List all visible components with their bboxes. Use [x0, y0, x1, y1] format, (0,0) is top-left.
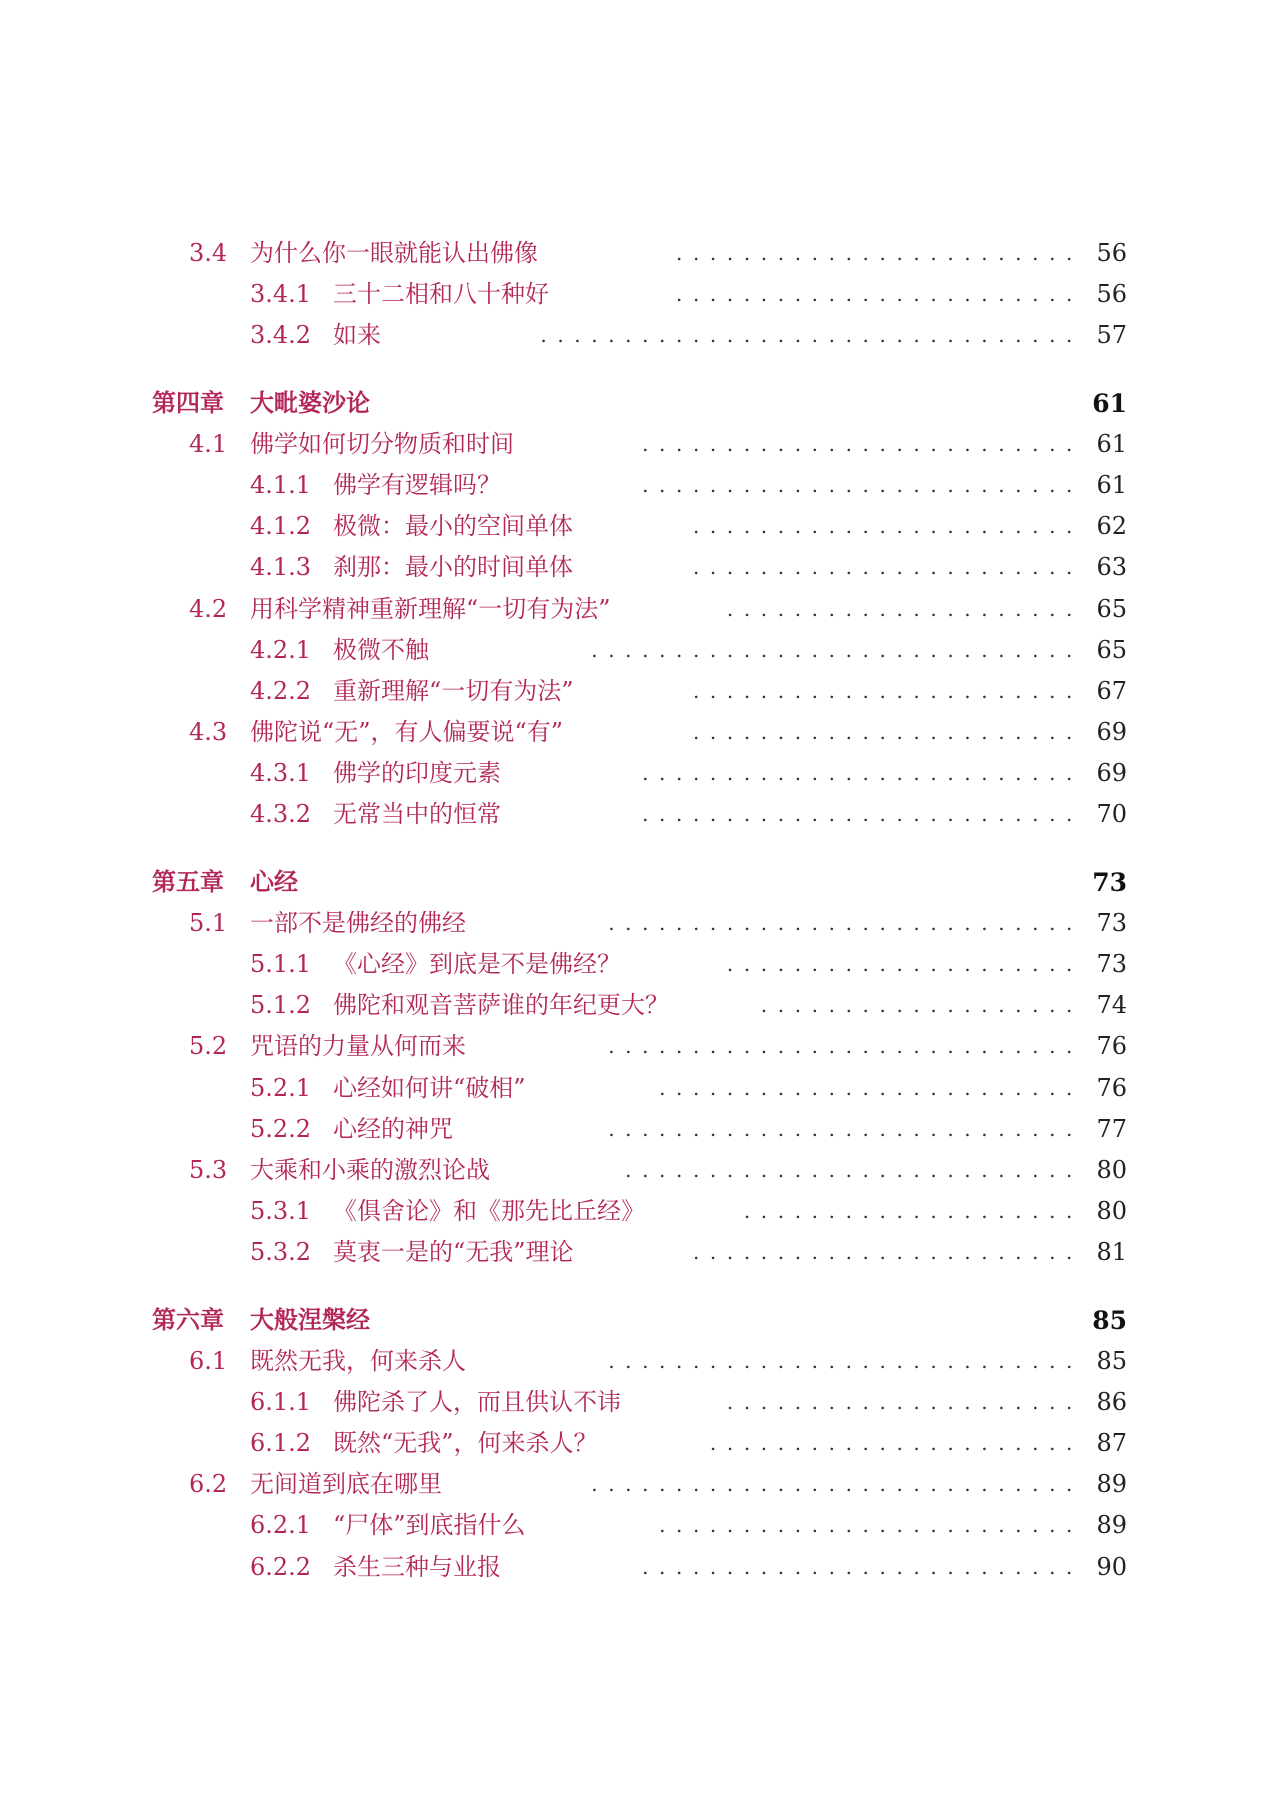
toc-entry-number: 6.2	[189, 1470, 228, 1499]
toc-entry-number: 6.2.2	[250, 1552, 312, 1581]
toc-section-entry[interactable]	[0, 1464, 1273, 1505]
toc-page-number: 89	[1096, 1470, 1127, 1499]
toc-entry-title: 大般涅槃经	[250, 1305, 370, 1334]
toc-entry-title: 一部不是佛经的佛经	[250, 908, 466, 937]
toc-subsection-entry[interactable]	[0, 630, 1273, 671]
toc-entry-title: 佛陀说“无”，有人偏要说“有”	[250, 718, 564, 747]
toc-page-number: 61	[1096, 470, 1127, 499]
toc-page-number: 80	[1096, 1155, 1127, 1184]
toc-entry-number: 第四章	[152, 388, 224, 417]
toc-subsection-entry[interactable]	[0, 547, 1273, 588]
toc-entry-title: 《心经》到底是不是佛经？	[333, 950, 621, 978]
toc-dot-leader: .......................	[692, 514, 1083, 539]
toc-page-number: 90	[1096, 1552, 1127, 1581]
toc-page-number: 56	[1096, 280, 1127, 309]
toc-entry-title: 重新理解“一切有为法”	[333, 676, 574, 705]
toc-entry-title: 佛学有逻辑吗？	[333, 470, 501, 499]
toc-page-number: 73	[1092, 867, 1127, 897]
toc-subsection-entry[interactable]	[0, 506, 1273, 547]
toc-entry-title: 佛陀和观音菩萨谁的年纪更大？	[333, 991, 669, 1020]
toc-entry-number: 5.3.1	[250, 1197, 312, 1226]
toc-page-number: 56	[1096, 239, 1127, 267]
toc-entry-number: 5.2.1	[250, 1073, 312, 1102]
toc-section-entry[interactable]	[0, 712, 1273, 753]
toc-page-number: 65	[1096, 594, 1127, 623]
toc-page-number: 85	[1096, 1346, 1127, 1375]
toc-entry-number: 4.2	[189, 594, 228, 623]
toc-entry-number: 3.4.1	[250, 280, 312, 309]
toc-section-entry[interactable]	[0, 903, 1273, 944]
toc-entry-title: 为什么你一眼就能认出佛像	[250, 239, 538, 267]
toc-chapter-entry[interactable]	[0, 383, 1273, 424]
toc-dot-leader: .........................	[659, 1075, 1083, 1100]
toc-section-entry[interactable]	[0, 424, 1273, 465]
toc-entry-number: 6.1	[189, 1346, 228, 1375]
toc-dot-leader: ............................	[608, 1116, 1083, 1141]
toc-entry-number: 4.3.1	[250, 759, 312, 788]
toc-entry-number: 6.1.1	[250, 1387, 312, 1416]
toc-page-number: 69	[1096, 759, 1127, 788]
toc-page-number: 57	[1096, 321, 1127, 350]
toc-entry-title: 极微：最小的空间单体	[333, 512, 573, 541]
toc-dot-leader: .......................	[692, 555, 1083, 580]
toc-subsection-entry[interactable]	[0, 1505, 1273, 1546]
toc-subsection-entry[interactable]	[0, 1382, 1273, 1423]
toc-subsection-entry[interactable]	[0, 1109, 1273, 1150]
toc-page-number: 73	[1096, 950, 1127, 978]
toc-entry-number: 4.1.3	[250, 553, 312, 582]
toc-page-number: 73	[1096, 908, 1127, 937]
toc-entry-title: 大毗婆沙论	[250, 388, 370, 417]
toc-subsection-entry[interactable]	[0, 465, 1273, 506]
toc-subsection-entry[interactable]	[0, 753, 1273, 794]
toc-page-number: 62	[1096, 512, 1127, 541]
toc-section-entry[interactable]	[0, 233, 1273, 274]
toc-entry-title: 杀生三种与业报	[333, 1552, 501, 1581]
toc-page-number: 87	[1096, 1429, 1127, 1458]
toc-dot-leader: ........................	[676, 241, 1083, 265]
toc-dot-leader: ......................	[709, 1431, 1083, 1456]
toc-dot-leader: ....................	[743, 1199, 1083, 1224]
toc-dot-leader: ................................	[540, 323, 1083, 348]
toc-dot-leader: ...................	[760, 993, 1083, 1018]
toc-entry-title: 佛学的印度元素	[333, 759, 501, 788]
toc-entry-title: 大乘和小乘的激烈论战	[250, 1155, 490, 1184]
toc-dot-leader: ............................	[608, 1034, 1083, 1059]
toc-page-number: 70	[1096, 800, 1127, 829]
toc-entry-number: 5.2	[189, 1032, 228, 1061]
toc-subsection-entry[interactable]	[0, 985, 1273, 1026]
toc-dot-leader: .......................	[692, 678, 1083, 703]
toc-subsection-entry[interactable]	[0, 944, 1273, 985]
toc-subsection-entry[interactable]	[0, 794, 1273, 835]
toc-entry-number: 4.2.1	[250, 635, 312, 664]
toc-entry-title: 佛学如何切分物质和时间	[250, 429, 514, 458]
toc-page-number: 74	[1096, 991, 1127, 1020]
toc-page-number: 67	[1096, 676, 1127, 705]
toc-entry-number: 5.1	[189, 908, 228, 937]
toc-page-number: 85	[1092, 1305, 1127, 1335]
toc-section-entry[interactable]	[0, 1341, 1273, 1382]
toc-page-number: 65	[1096, 635, 1127, 664]
toc-page-number: 69	[1096, 718, 1127, 747]
toc-subsection-entry[interactable]	[0, 315, 1273, 356]
toc-dot-leader: .....................	[726, 1389, 1083, 1414]
toc-entry-title: 无常当中的恒常	[333, 800, 501, 829]
toc-subsection-entry[interactable]	[0, 1191, 1273, 1232]
toc-subsection-entry[interactable]	[0, 1232, 1273, 1273]
toc-entry-title: 《俱舍论》和《那先比丘经》	[333, 1197, 645, 1226]
toc-subsection-entry[interactable]	[0, 1547, 1273, 1588]
toc-dot-leader: .............................	[591, 1472, 1083, 1497]
toc-dot-leader: ..........................	[642, 431, 1083, 456]
toc-subsection-entry[interactable]	[0, 274, 1273, 315]
toc-section-entry[interactable]	[0, 1026, 1273, 1067]
table-of-contents	[0, 233, 1273, 1588]
toc-dot-leader: ..........................	[642, 761, 1083, 786]
toc-entry-title: 既然“无我”，何来杀人？	[333, 1429, 598, 1458]
toc-dot-leader: ............................	[608, 1348, 1083, 1373]
toc-entry-number: 5.3	[189, 1155, 228, 1184]
toc-subsection-entry[interactable]	[0, 671, 1273, 712]
toc-entry-title: 既然无我，何来杀人	[250, 1346, 466, 1375]
toc-entry-number: 5.1.1	[250, 950, 312, 978]
toc-dot-leader: ........................	[676, 282, 1083, 307]
toc-entry-number: 4.1	[189, 429, 228, 458]
toc-entry-number: 4.2.2	[250, 676, 312, 705]
toc-entry-number: 3.4.2	[250, 321, 312, 350]
toc-dot-leader: ..........................	[642, 472, 1083, 497]
toc-entry-number: 6.2.1	[250, 1511, 312, 1540]
toc-dot-leader: .....................	[726, 596, 1083, 621]
toc-entry-title: 用科学精神重新理解“一切有为法”	[250, 594, 611, 623]
toc-subsection-entry[interactable]	[0, 1423, 1273, 1464]
toc-entry-title: 心经	[250, 867, 298, 896]
toc-entry-number: 6.1.2	[250, 1429, 312, 1458]
toc-dot-leader: ..........................	[642, 1554, 1083, 1579]
toc-entry-title: 心经的神咒	[333, 1114, 453, 1143]
toc-entry-title: 佛陀杀了人，而且供认不讳	[333, 1387, 621, 1416]
toc-entry-title: 三十二相和八十种好	[333, 280, 549, 309]
toc-entry-title: 刹那：最小的时间单体	[333, 553, 573, 582]
toc-subsection-entry[interactable]	[0, 1068, 1273, 1109]
toc-page-number: 86	[1096, 1387, 1127, 1416]
toc-entry-number: 第五章	[152, 867, 224, 896]
toc-section-entry[interactable]	[0, 589, 1273, 630]
toc-entry-number: 4.1.1	[250, 470, 312, 499]
toc-entry-number: 4.3	[189, 718, 228, 747]
toc-page-number: 76	[1096, 1032, 1127, 1061]
toc-dot-leader: .......................	[692, 720, 1083, 745]
toc-entry-number: 4.1.2	[250, 512, 312, 541]
toc-entry-number: 3.4	[189, 239, 228, 267]
toc-entry-number: 5.2.2	[250, 1114, 312, 1143]
toc-entry-title: “尸体”到底指什么	[333, 1511, 526, 1540]
toc-page-number: 77	[1096, 1114, 1127, 1143]
toc-page-number: 81	[1096, 1238, 1127, 1267]
toc-entry-title: 心经如何讲“破相”	[333, 1073, 526, 1102]
toc-entry-title: 如来	[333, 321, 381, 350]
toc-dot-leader: .....................	[726, 952, 1083, 976]
toc-entry-number: 第六章	[152, 1305, 224, 1334]
toc-entry-title: 莫衷一是的“无我”理论	[333, 1238, 574, 1267]
toc-entry-title: 无间道到底在哪里	[250, 1470, 442, 1499]
toc-dot-leader: ..........................	[642, 802, 1083, 827]
toc-dot-leader: .............................	[591, 637, 1083, 662]
toc-entry-number: 5.1.2	[250, 991, 312, 1020]
toc-page-number: 61	[1092, 388, 1127, 418]
toc-dot-leader: ...........................	[625, 1157, 1083, 1182]
toc-entry-title: 极微不触	[333, 635, 429, 664]
toc-page-number: 76	[1096, 1073, 1127, 1102]
toc-page-number: 61	[1096, 429, 1127, 458]
toc-entry-title: 咒语的力量从何而来	[250, 1032, 466, 1061]
toc-chapter-entry[interactable]	[0, 1300, 1273, 1341]
toc-dot-leader: .......................	[692, 1240, 1083, 1265]
toc-chapter-entry[interactable]	[0, 862, 1273, 903]
toc-page-number: 63	[1096, 553, 1127, 582]
toc-entry-number: 5.3.2	[250, 1238, 312, 1267]
toc-page-number: 89	[1096, 1511, 1127, 1540]
toc-page-number: 80	[1096, 1197, 1127, 1226]
toc-entry-number: 4.3.2	[250, 800, 312, 829]
toc-dot-leader: .........................	[659, 1513, 1083, 1538]
toc-section-entry[interactable]	[0, 1150, 1273, 1191]
toc-dot-leader: ............................	[608, 910, 1083, 935]
